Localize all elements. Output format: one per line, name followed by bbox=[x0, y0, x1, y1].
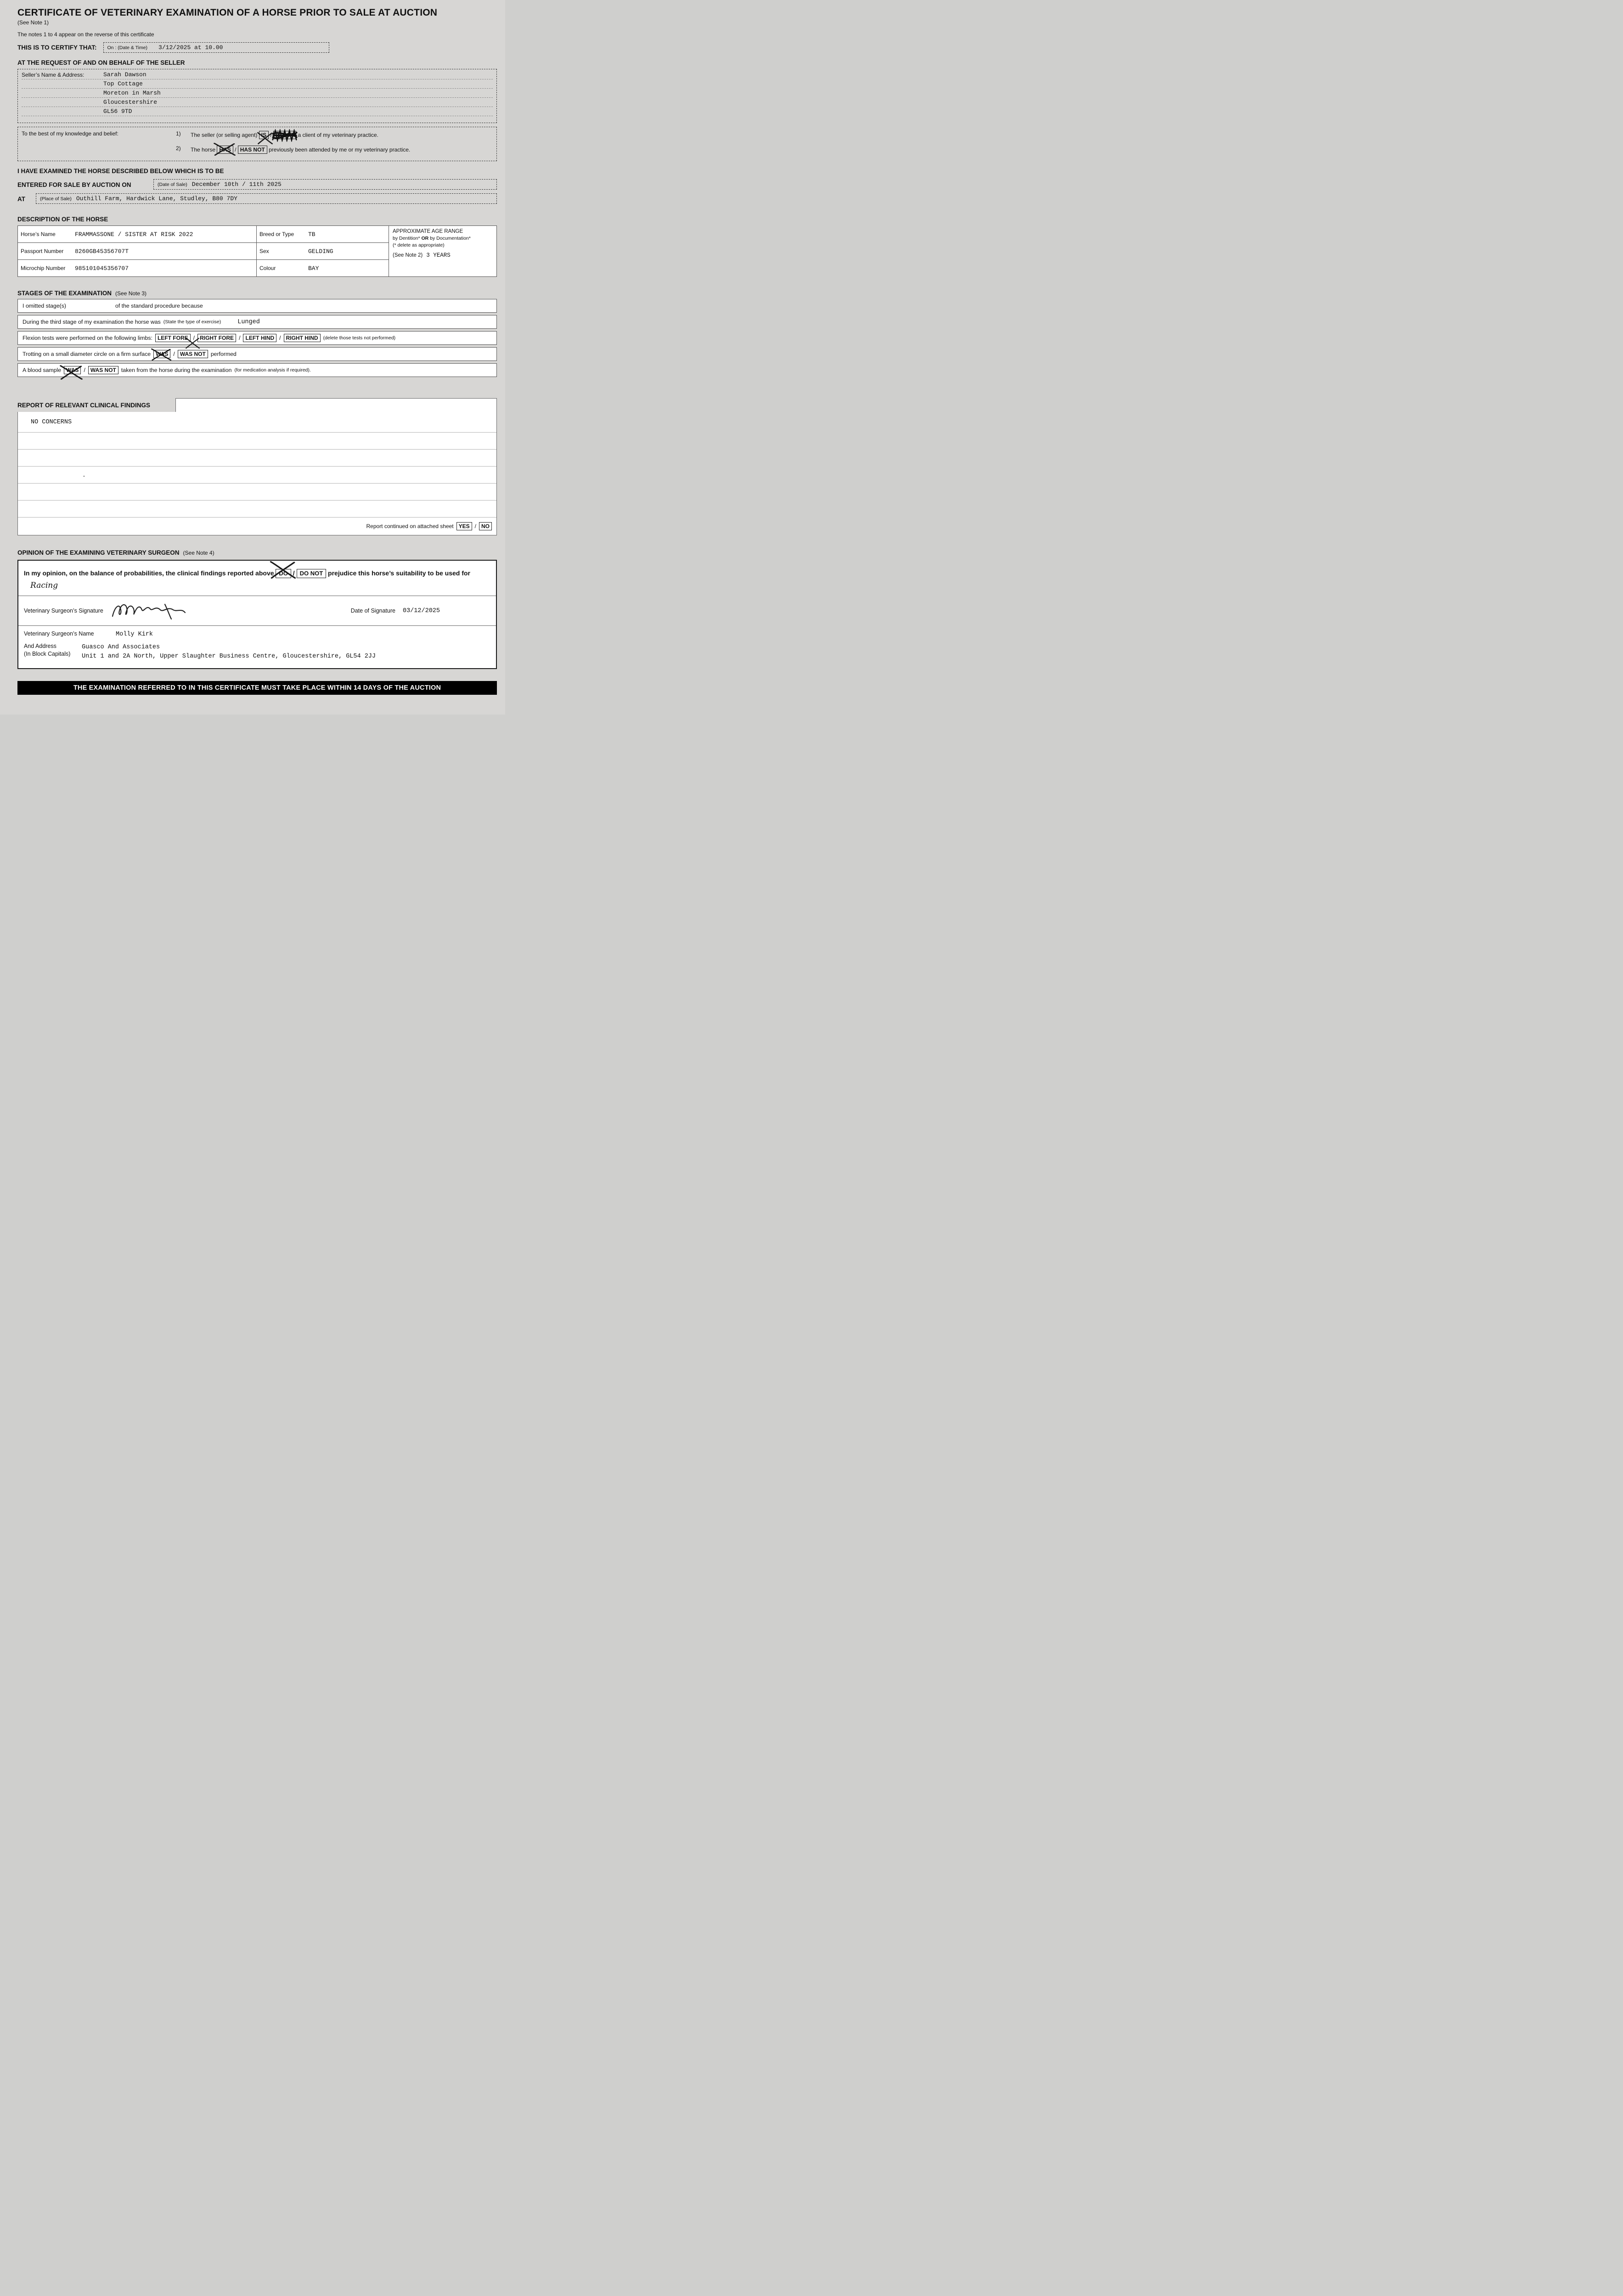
separator: / bbox=[293, 569, 295, 577]
date-of-sale-field bbox=[153, 179, 497, 190]
age-range-method-line bbox=[393, 236, 493, 241]
option-yes: YES bbox=[456, 522, 472, 530]
or: OR bbox=[421, 236, 429, 241]
item2-pre: The horse bbox=[191, 146, 216, 153]
belief-item-1 bbox=[22, 130, 493, 140]
seller-address-line: Moreton in Marsh bbox=[103, 90, 161, 96]
seller-address-line: Sarah Dawson bbox=[103, 71, 147, 78]
separator: / bbox=[474, 523, 476, 529]
passport-label: Passport Number bbox=[21, 248, 64, 254]
option-was-wrap bbox=[64, 366, 81, 374]
at-label: AT bbox=[17, 196, 25, 203]
breed-label: Breed or Type bbox=[259, 231, 294, 237]
stray-dot: . bbox=[82, 471, 86, 478]
exercise-pre: During the third stage of my examination the horse was bbox=[23, 319, 161, 325]
page-title: CERTIFICATE OF VETERINARY EXAMINATION OF A HORSE PRIOR TO SALE AT AUCTION bbox=[17, 7, 438, 18]
opinion-heading: OPINION OF THE EXAMINING VETERINARY SURGEON bbox=[17, 549, 180, 556]
sex-cell bbox=[257, 243, 389, 260]
seller-address-line: Gloucestershire bbox=[103, 99, 158, 106]
findings-value: NO CONCERNS bbox=[31, 418, 72, 426]
seller-address-line: GL56 9TD bbox=[103, 108, 132, 115]
option-is-not: IS NOT bbox=[273, 131, 296, 139]
belief-box bbox=[17, 127, 497, 161]
continued-label: Report continued on attached sheet bbox=[366, 523, 454, 529]
place-of-sale-field bbox=[36, 193, 497, 204]
age-value: 3 YEARS bbox=[426, 252, 451, 259]
place-of-sale-label: (Place of Sale) bbox=[40, 196, 72, 202]
trotting-post: performed bbox=[210, 351, 237, 357]
option-do: DO bbox=[276, 569, 291, 578]
practice-name-value: Guasco And Associates bbox=[82, 644, 160, 651]
stage-row-exercise bbox=[17, 315, 497, 329]
exercise-value: Lunged bbox=[237, 318, 260, 326]
findings-heading-row bbox=[17, 398, 497, 412]
seller-address-box bbox=[17, 69, 497, 123]
surgeon-address-values bbox=[82, 642, 376, 661]
stage-row-blood-sample bbox=[17, 363, 497, 377]
belief-intro: To the best of my knowledge and belief: bbox=[22, 130, 118, 137]
colour-label: Colour bbox=[259, 265, 276, 271]
separator: / bbox=[173, 351, 175, 357]
option-was: WAS bbox=[64, 366, 81, 374]
seller-row bbox=[22, 107, 493, 116]
stages-heading-row bbox=[17, 290, 497, 297]
surgeon-name-value: Molly Kirk bbox=[116, 631, 153, 638]
by-documentation: by Documentation* bbox=[430, 236, 471, 241]
findings-row-empty bbox=[18, 449, 496, 466]
sex-label: Sex bbox=[259, 248, 269, 254]
option-left-fore: LEFT FORE bbox=[155, 334, 191, 342]
microchip-cell bbox=[18, 260, 257, 276]
suitability-use-value: Racing bbox=[30, 581, 58, 590]
findings-row-empty bbox=[18, 432, 496, 449]
passport-cell bbox=[18, 243, 257, 260]
surgeon-address-label bbox=[24, 642, 82, 661]
separator: / bbox=[270, 132, 272, 138]
place-row bbox=[17, 193, 497, 204]
sex-value: GELDING bbox=[308, 248, 333, 255]
flexion-separator-wrap bbox=[193, 335, 195, 341]
surgeon-details-row bbox=[18, 625, 496, 668]
age-range-cell bbox=[389, 226, 496, 276]
option-is-not-wrap bbox=[273, 130, 296, 140]
date-of-signature-label: Date of Signature bbox=[350, 608, 395, 614]
findings-row bbox=[18, 412, 496, 432]
belief-item-1-text bbox=[191, 130, 493, 140]
stages-heading: STAGES OF THE EXAMINATION bbox=[17, 290, 112, 297]
entered-label: ENTERED FOR SALE BY AUCTION ON bbox=[17, 181, 131, 188]
opinion-box bbox=[17, 560, 497, 669]
notes-line: The notes 1 to 4 appear on the reverse of this certificate bbox=[17, 31, 154, 38]
entered-row bbox=[17, 179, 497, 190]
option-right-fore: RIGHT FORE bbox=[197, 334, 236, 342]
clinical-findings-section bbox=[17, 398, 497, 535]
blood-pre: A blood sample bbox=[23, 367, 62, 373]
seller-row bbox=[22, 70, 493, 79]
trotting-pre: Trotting on a small diameter circle on a firm surface bbox=[23, 351, 151, 357]
option-was-not: WAS NOT bbox=[88, 366, 118, 374]
practice-address-value: Unit 1 and 2A North, Upper Slaughter Business Centre, Gloucestershire, GL54 2JJ bbox=[82, 653, 376, 660]
stages-see-note-3: (See Note 3) bbox=[115, 290, 147, 297]
separator: / bbox=[193, 335, 195, 341]
seller-row-empty bbox=[22, 116, 493, 123]
see-note-1: (See Note 1) bbox=[17, 19, 49, 26]
signature-row bbox=[18, 596, 496, 625]
option-no: NO bbox=[479, 522, 492, 530]
report-continued-row bbox=[18, 517, 496, 535]
date-of-signature-value: 03/12/2025 bbox=[402, 607, 440, 614]
signature-label: Veterinary Surgeon’s Signature bbox=[24, 608, 103, 614]
option-do-wrap bbox=[276, 567, 291, 580]
date-of-sale-value: December 10th / 11th 2025 bbox=[192, 181, 282, 188]
flexion-pre: Flexion tests were performed on the following limbs: bbox=[23, 335, 152, 341]
separator: / bbox=[235, 146, 237, 153]
by-dentition: by Dentition* bbox=[393, 236, 420, 241]
horse-description-table bbox=[17, 225, 497, 277]
opinion-pre: In my opinion, on the balance of probabilities, the clinical findings reported above bbox=[24, 569, 274, 577]
seller-name-label: Seller’s Name & Address: bbox=[22, 71, 85, 78]
colour-value: BAY bbox=[308, 264, 319, 272]
opinion-heading-row bbox=[17, 549, 497, 556]
opinion-post: prejudice this horse’s suitability to be used for bbox=[328, 569, 470, 577]
surgeon-name-label: Veterinary Surgeon’s Name bbox=[24, 630, 94, 637]
item1-pre: The seller (or selling agent) bbox=[191, 132, 258, 138]
certify-row bbox=[17, 42, 497, 53]
opinion-statement bbox=[18, 561, 496, 596]
passport-value: 8260GB45356707T bbox=[75, 248, 129, 255]
belief-item-2-text bbox=[191, 145, 493, 155]
microchip-value: 985101045356707 bbox=[75, 264, 129, 272]
certificate-page bbox=[0, 0, 505, 715]
seller-row bbox=[22, 79, 493, 89]
see-note-2: (See Note 2) bbox=[393, 253, 423, 258]
stage-row-omitted bbox=[17, 299, 497, 313]
examined-heading: I HAVE EXAMINED THE HORSE DESCRIBED BELOW WHICH IS TO BE bbox=[17, 168, 224, 174]
datetime-value: 3/12/2025 at 10.00 bbox=[158, 44, 223, 51]
colour-cell bbox=[257, 260, 389, 276]
item-number: 1) bbox=[176, 130, 181, 137]
option-left-hind: LEFT HIND bbox=[243, 334, 276, 342]
opinion-see-note-4: (See Note 4) bbox=[183, 550, 214, 556]
findings-heading: REPORT OF RELEVANT CLINICAL FINDINGS bbox=[17, 402, 151, 409]
surgeon-address-row bbox=[24, 642, 490, 661]
block-capitals-label: (In Block Capitals) bbox=[24, 651, 71, 657]
and-address-label: And Address bbox=[24, 643, 56, 649]
separator: / bbox=[84, 367, 85, 373]
item2-post: previously been attended by me or my veterinary practice. bbox=[269, 146, 411, 153]
option-was: WAS bbox=[153, 350, 170, 358]
datetime-field-label: On : (Date & Time) bbox=[107, 45, 148, 51]
item1-separator-wrap bbox=[270, 130, 271, 140]
breed-cell bbox=[257, 226, 389, 243]
description-heading: DESCRIPTION OF THE HORSE bbox=[17, 216, 108, 223]
option-do-not: DO NOT bbox=[297, 569, 327, 578]
age-value-line bbox=[393, 252, 493, 259]
breed-value: TB bbox=[308, 231, 316, 238]
certify-label: THIS IS TO CERTIFY THAT: bbox=[17, 44, 97, 51]
flexion-delete-hint: (delete those tests not performed) bbox=[323, 335, 396, 341]
option-was-wrap bbox=[153, 350, 170, 358]
horse-name-value: FRAMMASSONE / SISTER AT RISK 2022 bbox=[75, 231, 193, 238]
findings-table bbox=[17, 412, 497, 535]
seller-address-line: Top Cottage bbox=[103, 80, 143, 87]
date-of-signature-group bbox=[351, 608, 440, 614]
findings-row-empty bbox=[18, 500, 496, 517]
surgeon-name-row bbox=[24, 630, 490, 638]
omitted-pre: I omitted stage(s) bbox=[23, 303, 66, 309]
separator: / bbox=[239, 335, 241, 341]
option-right-hind: RIGHT HIND bbox=[284, 334, 321, 342]
option-has-wrap bbox=[217, 145, 233, 155]
option-has: HAS bbox=[217, 146, 233, 154]
age-delete-note: (* delete as appropriate) bbox=[393, 242, 445, 248]
belief-item-2 bbox=[22, 145, 493, 155]
age-range-title: APPROXIMATE AGE RANGE bbox=[393, 229, 463, 234]
place-of-sale-value: Outhill Farm, Hardwick Lane, Studley, B80 7DY bbox=[76, 195, 237, 202]
stage-row-flexion bbox=[17, 331, 497, 345]
option-was-not: WAS NOT bbox=[178, 350, 208, 358]
exercise-hint: (State the type of exercise) bbox=[163, 319, 221, 325]
horse-name-cell bbox=[18, 226, 257, 243]
blood-hint: (for medication analysis if required). bbox=[234, 367, 311, 373]
surgeon-signature bbox=[110, 601, 188, 621]
microchip-label: Microchip Number bbox=[21, 265, 66, 271]
option-has-not: HAS NOT bbox=[238, 146, 267, 154]
separator: / bbox=[279, 335, 281, 341]
item1-post: a client of my veterinary practice. bbox=[298, 132, 378, 138]
seller-row bbox=[22, 98, 493, 107]
horse-name-label: Horse’s Name bbox=[21, 231, 56, 237]
blood-mid: taken from the horse during the examination bbox=[121, 367, 232, 373]
date-of-sale-label: (Date of Sale) bbox=[158, 181, 187, 187]
certify-datetime-field bbox=[103, 42, 329, 53]
findings-row-dot bbox=[18, 466, 496, 483]
findings-row-empty bbox=[18, 483, 496, 500]
omitted-post: of the standard procedure because bbox=[115, 303, 203, 309]
seller-heading: AT THE REQUEST OF AND ON BEHALF OF THE SELLER bbox=[17, 59, 185, 66]
stage-row-trotting bbox=[17, 347, 497, 361]
findings-top-white-area bbox=[175, 398, 497, 412]
item-number: 2) bbox=[176, 145, 181, 152]
seller-row bbox=[22, 89, 493, 98]
option-is: IS bbox=[259, 131, 269, 139]
footer-banner: THE EXAMINATION REFERRED TO IN THIS CERTIFICATE MUST TAKE PLACE WITHIN 14 DAYS OF THE AUCTION bbox=[17, 681, 497, 695]
